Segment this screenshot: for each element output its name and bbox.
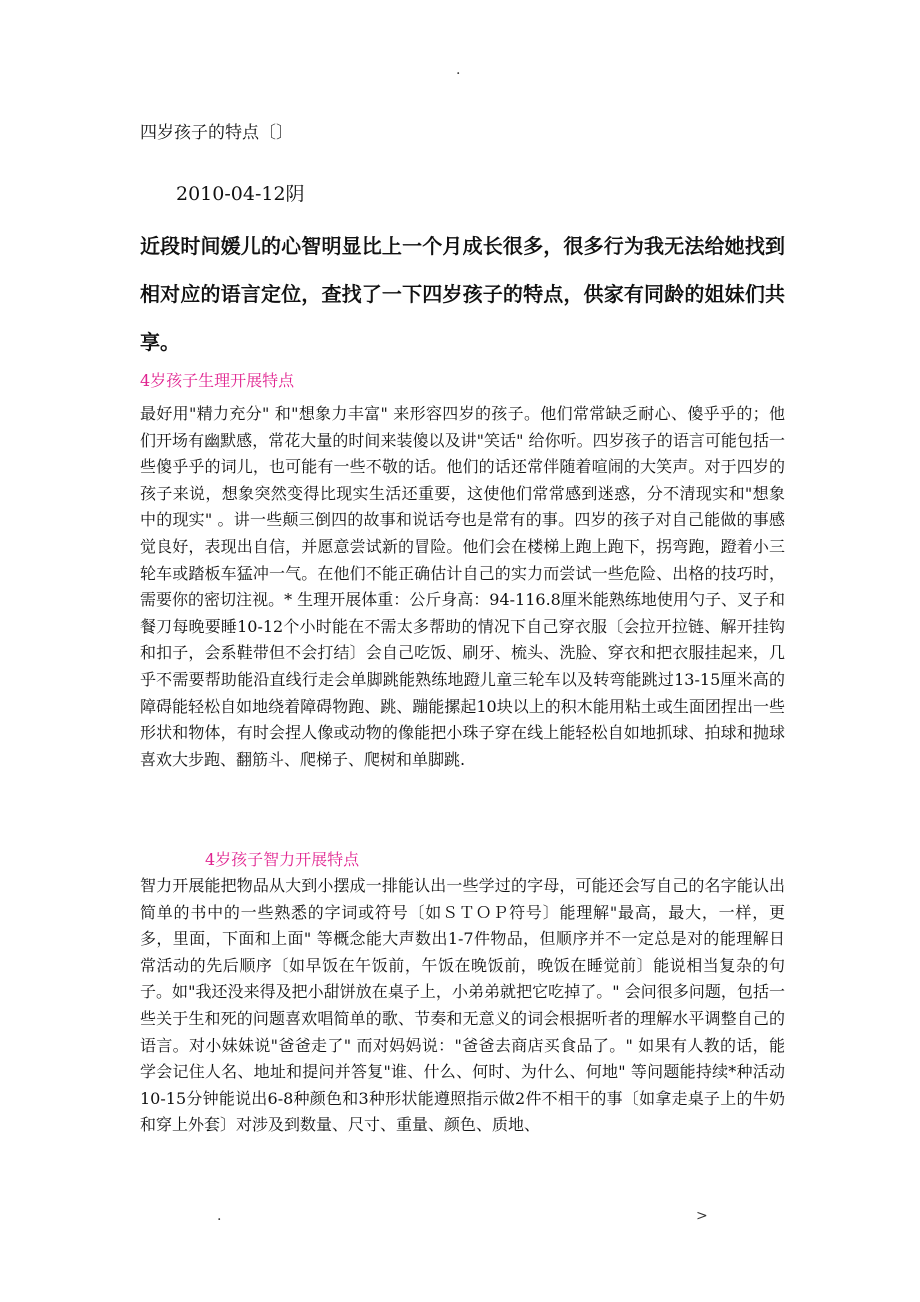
- date-weather-line: 2010-04-12阴: [176, 183, 305, 205]
- footer-left-mark: .: [217, 1208, 222, 1224]
- intro-paragraph: 近段时间媛儿的心智明显比上一个月成长很多，很多行为我无法给她找到相对应的语言定位，查找了一下四岁孩子的特点，供家有同龄的姐妹们共享。: [140, 234, 785, 354]
- document-title: 四岁孩子的特点〔〕: [140, 123, 293, 143]
- footer-right-mark: >: [696, 1208, 708, 1224]
- section-heading-intellectual: 4岁孩子智力开展特点: [205, 850, 360, 869]
- section-body-intellectual: 智力开展能把物品从大到小摆成一排能认出一些学过的字母，可能还会写自己的名字能认出简单的书中的一些熟悉的字词或符号〔如ＳＴＯＰ符号〕能理解"最高，最大，一样，更多，里面，下面和上面" 等概念能大声数出1-7件物品，但顺序并不一定总是对的能理解日常活动的先后顺序〔如早饭在午饭前，午饭在晚饭前，晚饭在睡觉前〕能说相当复杂的句子。如"我还没来得及把小甜饼放在桌子上，小弟弟就把它吃掉了。" 会问很多问题，包括一些关于生和死的问题喜欢唱简单的歌、节奏和无意义的词会根据听者的理解水平调整自己的语言。对小妹妹说"爸爸走了" 而对妈妈说："爸爸去商店买食品了。" 如果有人教的话，能学会记住人名、地址和提问并答复"谁、什么、何时、为什么、何地" 等问题能持续*种活动10-15分钟能说出6-8种颜色和3种形状能遵照指示做2件不相干的事〔如拿走桌子上的牛奶和穿上外套〕对涉及到数量、尺寸、重量、颜色、质地、: [140, 876, 785, 1135]
- section-heading-physical: 4岁孩子生理开展特点: [140, 371, 295, 390]
- section-body-physical: 最好用"精力充分" 和"想象力丰富" 来形容四岁的孩子。他们常常缺乏耐心、傻乎乎的；他们开场有幽默感，常花大量的时间来装傻以及讲"笑话" 给你听。四岁孩子的语言可能包括一些傻乎乎的词儿，也可能有一些不敬的话。他们的话还常伴随着喧闹的大笑声。对于四岁的孩子来说，想象突然变得比现实生活还重要，这使他们常常感到迷惑，分不清现实和"想象中的现实" 。讲一些颠三倒四的故事和说话夸也是常有的事。四岁的孩子对自己能做的事感觉良好，表现出自信，并愿意尝试新的冒险。他们会在楼梯上跑上跑下，拐弯跑，蹬着小三轮车或踏板车猛冲一气。在他们不能正确估计自己的实力而尝试一些危险、出格的技巧时，需要你的密切注视。* 生理开展体重：公斤身高：94-116.8厘米能熟练地使用勺子、叉子和餐刀每晚要睡10-12个小时能在不需太多帮助的情况下自己穿衣服〔会拉开拉链、解开挂钩和扣子，会系鞋带但不会打结〕会自己吃饭、刷牙、梳头、洗脸、穿衣和把衣服挂起来，几乎不需要帮助能沿直线行走会单脚跳能熟练地蹬儿童三轮车以及转弯能跳过13-15厘米高的障碍能轻松自如地绕着障碍物跑、跳、蹦能摞起10块以上的积木能用粘土或生面团捏出一些形状和物体，有时会捏人像或动物的像能把小珠子穿在线上能轻松自如地抓球、拍球和抛球喜欢大步跑、翻筋斗、爬梯子、爬树和单脚跳.: [140, 404, 785, 769]
- header-mark: .: [456, 62, 461, 78]
